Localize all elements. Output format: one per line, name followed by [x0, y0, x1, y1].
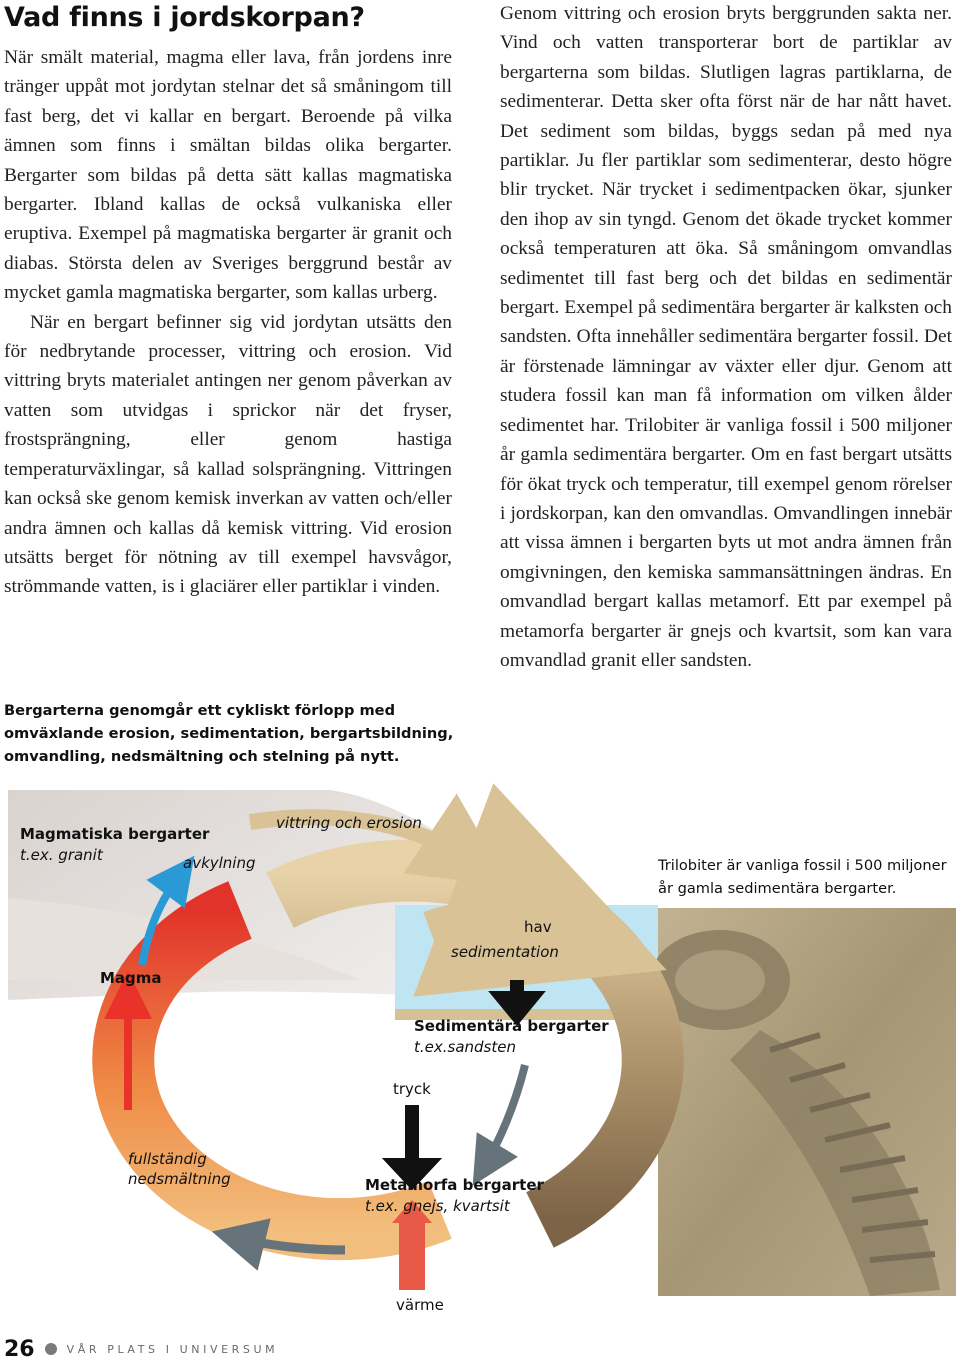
cycle-caption: Bergarterna genomgår ett cykliskt förlopp med omväxlande erosion, sedimentation, bergartsbildning, omvandling, nedsmältning och stelning på nytt.	[4, 702, 454, 765]
pressure-arrow	[398, 1105, 426, 1180]
paragraph: När smält material, magma eller lava, från jordens inre tränger uppåt mot jordytan stelnar det så småningom till fast berg, det vi kallar en bergart. Beroende på vilka ämnen som finns i smältan bildas olika bergarter. Bergarter som bildas på detta sätt kallas magmatiska bergarter. Ibland kallas de också vulkaniska eller eruptiva. Exempel på magmatiska bergarter är granit och diabas. Största delen av Sveriges berggrund består av mycket gamla magmatiska bergarter, som kallas urberg.	[4, 47, 452, 304]
footer-dot-icon	[45, 1343, 57, 1355]
paragraph: Genom vittring och erosion bryts berggrunden sakta ner. Vind och vatten transporterar bort de partiklar av bergarterna som bildas. Slutligen lagras partiklarna, de sedimenterar. Detta sker ofta först när de har nått havet. Det sediment som bildas, byggs sedan på med nya partiklar. Ju fler partiklar som sedimenterar, desto högre blir trycket. När trycket i sedimentpacken ökar, sjunker den ihop av sin tyngd. Genom det ökade trycket kommer också temperaturen att öka. Så småningom omvandlas sedimentet till fast berg och det bildas en sedimentär bergart. Exempel på sedimentära bergarter är kalksten och sandsten. Ofta innehåller sedimentära bergarter fossil. Det är förstenade lämningar av växter eller djur. Genom att studera fossil kan man få information om vilken ålder sedimentet har. Trilobiter är vanliga fossil i 500 miljoner år gamla sedimentära bergarter. Om en fast bergart utsätts för ökat tryck och temperatur, till exempel genom rörelser i jordskorpan, kan den omvandlas. Omvandlingen innebär att vissa ämnen i bergarten byts ut mot andra ämnen från omgivningen, den kemiska sammansättningen ändras. En omvandlad bergart kallas metamorf. Ett par exempel på metamorfa bergarter är gnejs och kvartsit, som kan vara omvandlad granit eller sandsten.	[500, 3, 952, 671]
left-column	[4, 43, 452, 602]
fossil-caption: Trilobiter är vanliga fossil i 500 miljoner år gamla sedimentära bergarter.	[658, 857, 947, 897]
page-title: Vad finns i jordskorpan?	[4, 2, 365, 33]
label-magmatic-rocks: Magmatiska bergarter	[20, 825, 210, 843]
label-melting-line2: nedsmältning	[128, 1170, 231, 1188]
publication-name: VÅR PLATS I UNIVERSUM	[66, 1342, 279, 1356]
label-magma: Magma	[100, 969, 162, 987]
label-pressure: tryck	[393, 1080, 431, 1098]
right-column	[500, 0, 952, 675]
paragraph: När en bergart befinner sig vid jordytan utsätts den för nedbrytande processer, vittring och erosion. Vid vittring bryts materialet antingen ner genom påverkan av vatten som utvidgas i sprickor när det fryser, frostsprängning, eller genom hastiga temperaturväxlingar, så kallad solsprängning. Vittringen kan också ske genom kemisk inverkan av vatten och/eller andra ämnen och kallas då kemisk vittring. Vid erosion utsätts berget för nötning av till exempel havsvågor, strömmande vatten, is i glaciärer eller partiklar i vinden.	[4, 311, 452, 598]
label-sedimentation: sedimentation	[451, 943, 559, 961]
label-sea: hav	[524, 918, 552, 936]
label-sedimentary-example: t.ex.sandsten	[414, 1038, 516, 1056]
page-footer	[4, 1334, 278, 1364]
label-metamorphic-example: t.ex. gnejs, kvartsit	[365, 1197, 510, 1215]
label-melting-line1: fullständig	[128, 1150, 207, 1168]
label-heat: värme	[396, 1296, 444, 1314]
page-number: 26	[4, 1336, 35, 1362]
label-sedimentary-rocks: Sedimentära bergarter	[414, 1017, 609, 1035]
label-magmatic-example: t.ex. granit	[20, 846, 103, 864]
sediment-to-metamorphic-arrow	[485, 1065, 525, 1165]
label-cooling: avkylning	[183, 854, 256, 872]
label-metamorphic-rocks: Metamorfa bergarter	[365, 1176, 544, 1194]
label-weathering: vittring och erosion	[276, 814, 422, 832]
